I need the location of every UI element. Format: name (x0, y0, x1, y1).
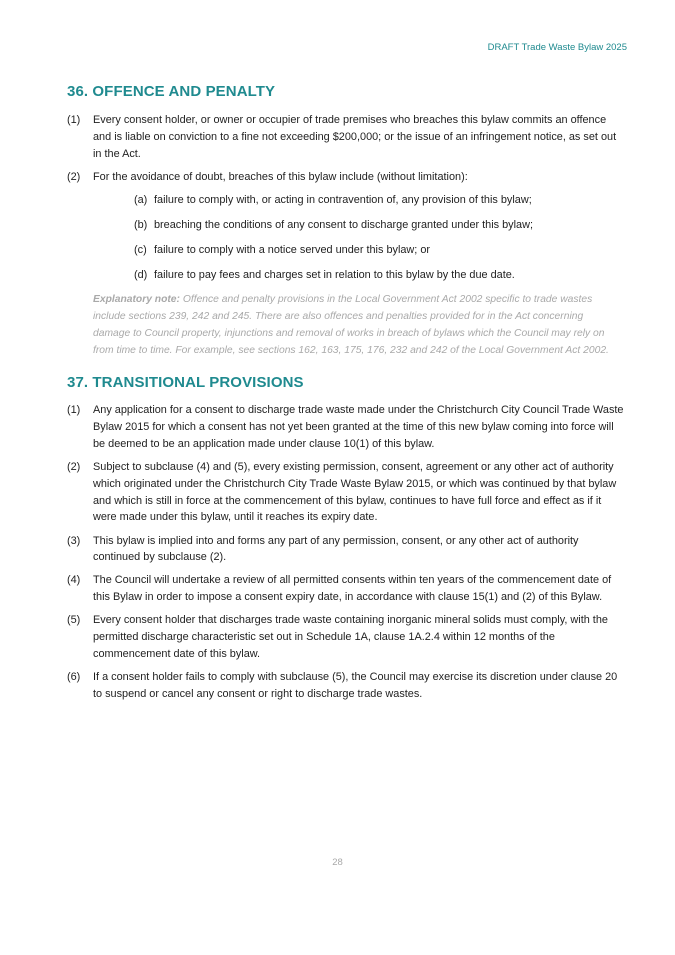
subclause-letter: (c) (134, 243, 147, 256)
section-36-heading: 36. OFFENCE AND PENALTY (67, 83, 276, 100)
explanatory-note-text: Offence and penalty provisions in the Local Government Act 2002 specific to trade wastes include sections 239, 242 and 245. There are also offences and penalties provided for in the Act concerning damage to Council property, injunctions and removal of works in breach of bylaws which the Council may rely on from time to time. For example, see sections 162, 163, 175, 176, 232 and 242 of the Local Government Act 2002. (93, 294, 609, 356)
subclause-text: failure to comply with, or acting in contravention of, any provision of this bylaw; (154, 193, 532, 206)
explanatory-note-label: Explanatory note: (93, 294, 180, 306)
clause-number: (2) (67, 461, 81, 474)
clause-36-2 (67, 169, 627, 186)
subclause-letter: (d) (134, 269, 148, 282)
clause-number: (2) (67, 170, 81, 183)
clause-text: This bylaw is implied into and forms any part of any permission, consent, or any other act of authority continued by subclause (2). (93, 534, 579, 564)
subclause-text: failure to pay fees and charges set in relation to this bylaw by the due date. (154, 269, 515, 282)
clause-number: (1) (67, 404, 81, 417)
clause-text: If a consent holder fails to comply with subclause (5), the Council may exercise its discretion under clause 20 to suspend or cancel any consent or right to discharge trade wastes. (93, 670, 618, 700)
page-number: 28 (332, 857, 343, 868)
clause-number: (6) (67, 670, 81, 683)
clause-37-5 (67, 612, 627, 662)
clause-text: The Council will undertake a review of all permitted consents within ten years of the commencement date of this Bylaw in order to impose a consent expiry date, in accordance with clause 15(1) and (2) of this Bylaw. (93, 574, 612, 604)
clause-text: Every consent holder, or owner or occupier of trade premises who breaches this bylaw commits an offence and is liable on conviction to a fine not exceeding $200,000; or the issue of an infringement notice, as set out in the Act. (93, 114, 617, 160)
subclause-a (134, 192, 627, 209)
clause-36-1 (67, 112, 627, 162)
subclause-text: breaching the conditions of any consent to discharge granted under this bylaw; (154, 218, 533, 231)
subclause-c (134, 242, 627, 259)
clause-number: (4) (67, 574, 81, 587)
running-header: DRAFT Trade Waste Bylaw 2025 (487, 42, 627, 53)
clause-37-6 (67, 669, 627, 703)
subclause-letter: (a) (134, 193, 148, 206)
clause-number: (5) (67, 614, 81, 627)
subclause-b (134, 217, 627, 234)
clause-text: For the avoidance of doubt, breaches of this bylaw include (without limitation): (93, 170, 468, 183)
clause-37-1 (67, 402, 627, 452)
clause-37-2 (67, 459, 627, 526)
clause-number: (3) (67, 534, 81, 547)
clause-37-4 (67, 572, 627, 606)
clause-text: Any application for a consent to discharge trade waste made under the Christchurch City Council Trade Waste Bylaw 2015 for which a consent has not yet been granted at the time of this new bylaw coming into force will be deemed to be an application made under clause 10(1) of this bylaw. (93, 404, 624, 450)
subclause-d (134, 267, 627, 284)
clause-number: (1) (67, 114, 81, 126)
explanatory-note (93, 292, 623, 359)
clause-text: Subject to subclause (4) and (5), every existing permission, consent, agreement or any other act of authority which originated under the Christchurch City Trade Waste Bylaw 2015, or which was continued by that bylaw and which is still in force at the commencement of this bylaw, continues to have full force and effect as if it were made under this bylaw, until it reaches its expiry date. (93, 461, 617, 524)
section-37-heading: 37. TRANSITIONAL PROVISIONS (67, 374, 304, 392)
subclause-text: failure to comply with a notice served under this bylaw; or (154, 243, 431, 256)
clause-text: Every consent holder that discharges trade waste containing inorganic mineral solids must comply, with the permitted discharge characteristic set out in Schedule 1A, clause 1A.2.4 within 12 months of the commencement date of this bylaw. (93, 614, 608, 660)
page-content (67, 82, 627, 709)
clause-37-3 (67, 533, 627, 567)
subclause-letter: (b) (134, 218, 148, 231)
